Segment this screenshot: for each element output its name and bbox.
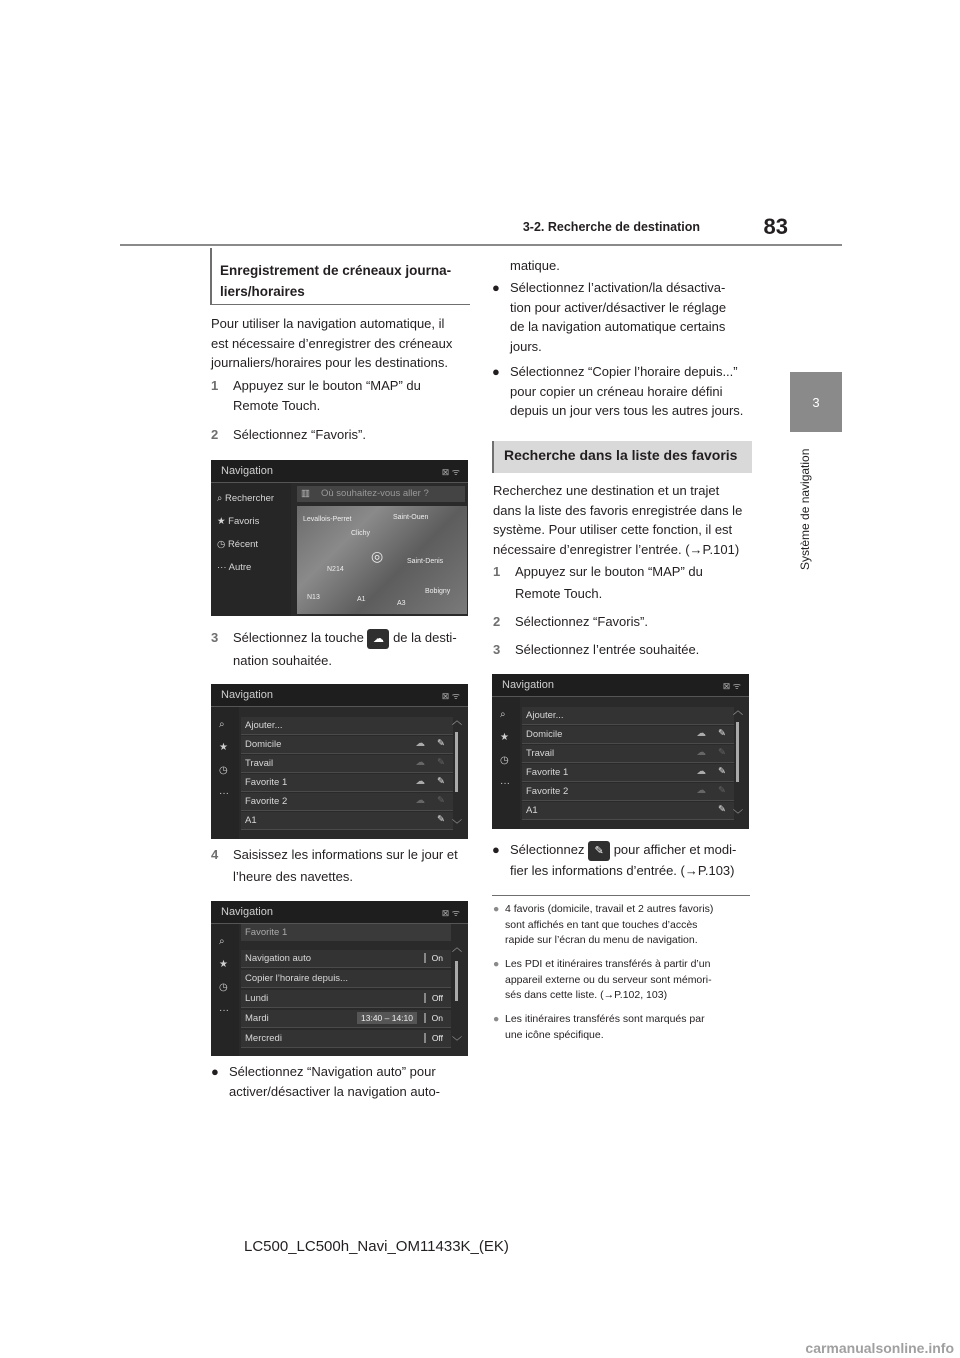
right-step-3: 3 Sélectionnez l’entrée souhaitée.: [493, 642, 700, 657]
edit-icon[interactable]: ✎: [437, 738, 445, 749]
list-item[interactable]: Ajouter...: [522, 707, 734, 725]
list-item[interactable]: Domicile ☁ ✎: [522, 726, 734, 744]
day-row-mardi[interactable]: Mardi 13:40 – 14:10 On: [241, 1010, 451, 1028]
auto-navigation-icon: ☁: [367, 629, 389, 649]
chapter-title-vertical: Système de navigation: [798, 448, 812, 570]
list-item[interactable]: Ajouter...: [241, 717, 453, 735]
clock-icon: ◷: [217, 539, 226, 550]
step-2: 2 Sélectionnez “Favoris”.: [211, 427, 366, 442]
step-4: 4 Saisissez les informations sur le jour et l’heure des navettes.: [211, 847, 458, 884]
search-icon[interactable]: ⌕: [219, 719, 225, 730]
star-icon[interactable]: ★: [219, 742, 228, 753]
map-view[interactable]: Levallois-Perret Clichy Saint-Ouen Saint-Denis Bobigny N214 A1 N13 A3 ◎: [297, 506, 467, 614]
chapter-tab: 3: [790, 372, 842, 432]
star-icon[interactable]: ★: [219, 959, 228, 970]
favorites-paragraph: Recherchez une destination et un trajet dans la liste des favoris enregistrée dans le système. Pour utiliser cette fonction, il est nécessaire d’enregistrer l’entrée. (→P.101): [493, 483, 743, 557]
auto-navigation-icon[interactable]: ☁: [696, 766, 706, 777]
search-icon: ⌕: [217, 493, 223, 504]
scrollbar[interactable]: [455, 732, 458, 792]
list-item[interactable]: A1 ✎: [522, 802, 734, 820]
watermark: carmanualsonline.info: [805, 1340, 954, 1356]
edit-icon[interactable]: ✎: [718, 804, 726, 815]
edit-icon[interactable]: ✎: [437, 795, 445, 806]
list-item[interactable]: Favorite 2 ☁ ✎: [241, 793, 453, 811]
list-item[interactable]: Travail ☁ ✎: [241, 755, 453, 773]
scroll-down-icon[interactable]: ﹀: [733, 810, 743, 821]
bullet-activation: ● Sélectionnez l’activation/la désactiva- tion pour activer/désactiver le réglage de la navigation automatique certains jours.: [492, 280, 727, 354]
auto-navigation-icon[interactable]: ☁: [696, 747, 706, 758]
auto-navigation-icon[interactable]: ☁: [415, 738, 425, 749]
copy-schedule-button[interactable]: Copier l’horaire depuis...: [241, 970, 451, 988]
section-title: 3-2. Recherche de destination: [522, 220, 700, 234]
bullet-navigation-auto: ● Sélectionnez “Navigation auto” pour activer/désactiver la navigation auto-: [211, 1064, 441, 1099]
edit-icon[interactable]: ✎: [718, 747, 726, 758]
scrollbar[interactable]: [736, 722, 739, 782]
auto-navigation-icon[interactable]: ☁: [696, 728, 706, 739]
edit-icon[interactable]: ✎: [718, 785, 726, 796]
more-icon[interactable]: ···: [219, 788, 229, 799]
page-number: 83: [763, 214, 788, 239]
car-position-icon: ◎: [371, 548, 384, 564]
search-field[interactable]: ▥ Où souhaitez-vous aller ?: [297, 486, 465, 502]
menu-recent[interactable]: ◷ Récent: [217, 539, 259, 550]
list-item[interactable]: Favorite 1 ☁ ✎: [522, 764, 734, 782]
scroll-up-icon[interactable]: ︿: [733, 706, 743, 717]
edit-icon[interactable]: ✎: [437, 757, 445, 768]
edit-icon[interactable]: ✎: [437, 776, 445, 787]
edit-icon: ✎: [588, 841, 610, 861]
bullet-copy-schedule: ● Sélectionnez “Copier l’horaire depuis...” pour copier un créneau horaire défini depuis un jour vers tous les autres jours.: [492, 364, 744, 418]
clock-icon[interactable]: ◷: [219, 765, 228, 776]
note-3: ● Les itinéraires transférés sont marqués par une icône spécifique.: [493, 1013, 705, 1041]
list-item[interactable]: Domicile ☁ ✎: [241, 736, 453, 754]
continued-text: matique.: [510, 258, 560, 273]
screen-favorites-list: Navigation ⊠ ᯤ ⌕ ★ ◷ ··· Ajouter... Domicile ☁ ✎ Travail ☁ ✎ Favorite 1 ☁ ✎ Favorite 2 ☁ ✎ A1 ✎ ︿ ﹀: [211, 684, 468, 839]
star-icon[interactable]: ★: [500, 732, 509, 743]
list-item[interactable]: A1 ✎: [241, 812, 453, 830]
intro-paragraph: Pour utiliser la navigation automatique, il est nécessaire d’enregistrer des créneaux journaliers/horaires pour les destinations.: [211, 316, 453, 370]
right-step-1: 1 Appuyez sur le bouton “MAP” du Remote Touch.: [493, 564, 703, 601]
day-row-lundi[interactable]: Lundi Off: [241, 990, 451, 1008]
menu-rechercher[interactable]: ⌕ Rechercher: [217, 493, 275, 504]
notes-rule: [492, 895, 750, 896]
section-heading-favoris: Recherche dans la liste des favoris: [492, 441, 752, 473]
clock-icon[interactable]: ◷: [219, 982, 228, 993]
screen-navigation-menu: Navigation ⊠ ᯤ ⌕ Rechercher ★ Favoris ◷ Récent ··· Autre ▥ Où souhaitez-vous aller ? Levallois-Perret Clichy Saint-Ouen Saint-Denis Bobigny N214 A1 N13 A3 ◎: [211, 460, 468, 616]
list-item[interactable]: Favorite 1 ☁ ✎: [241, 774, 453, 792]
auto-navigation-icon[interactable]: ☁: [415, 776, 425, 787]
status-icons: ⊠ ᯤ: [441, 908, 460, 918]
right-step-2: 2 Sélectionnez “Favoris”.: [493, 614, 648, 629]
clock-icon[interactable]: ◷: [500, 755, 509, 766]
status-icons: ⊠ ᯤ: [722, 681, 741, 691]
edit-icon[interactable]: ✎: [718, 728, 726, 739]
scroll-down-icon[interactable]: ﹀: [452, 1037, 462, 1048]
scrollbar[interactable]: [455, 961, 458, 1001]
edit-icon[interactable]: ✎: [718, 766, 726, 777]
subsection-title-box: Enregistrement de créneaux journa- liers/horaires: [210, 248, 470, 305]
day-row-mercredi[interactable]: Mercredi Off: [241, 1030, 451, 1048]
search-icon[interactable]: ⌕: [219, 936, 225, 947]
step-3: 3 Sélectionnez la touche ☁ de la desti- nation souhaitée.: [211, 630, 457, 668]
header-rule: [120, 244, 842, 246]
bullet-edit-entry: ● Sélectionnez ✎ pour afficher et modi- fier les informations d’entrée. (→P.103): [492, 842, 737, 878]
more-icon[interactable]: ···: [500, 778, 510, 789]
search-icon[interactable]: ⌕: [500, 709, 506, 720]
more-icon[interactable]: ···: [219, 1005, 229, 1016]
list-item[interactable]: Travail ☁ ✎: [522, 745, 734, 763]
auto-navigation-icon[interactable]: ☁: [415, 757, 425, 768]
auto-navigation-icon[interactable]: ☁: [696, 785, 706, 796]
scroll-down-icon[interactable]: ﹀: [452, 820, 462, 831]
auto-navigation-icon[interactable]: ☁: [415, 795, 425, 806]
scroll-up-icon[interactable]: ︿: [452, 716, 462, 727]
screen-schedule: Navigation ⊠ ᯤ ⌕ ★ ◷ ··· Favorite 1 Navigation auto On Copier l’horaire depuis... Lundi Off Mardi 13:40 – 14:10 On Mercredi Off ︿ ﹀: [211, 901, 468, 1056]
screen-favorites-select: Navigation ⊠ ᯤ ⌕ ★ ◷ ··· Ajouter... Domicile ☁ ✎ Travail ☁ ✎ Favorite 1 ☁ ✎ Favorite 2 ☁ ✎ A1 ✎ ︿ ﹀: [492, 674, 749, 829]
menu-favoris[interactable]: ★ Favoris: [217, 516, 260, 527]
note-1: ● 4 favoris (domicile, travail et 2 autres favoris) sont affichés en tant que touches d’accès rapide sur l’écran du menu de navigation.: [493, 903, 714, 946]
star-icon: ★: [217, 516, 226, 527]
note-2: ● Les PDI et itinéraires transférés à partir d’un appareil externe ou du serveur sont mémori- sés dans cette liste. (→P.102, 103): [493, 958, 712, 1001]
favorite-subtitle: Favorite 1: [241, 924, 451, 941]
step-1: 1 Appuyez sur le bouton “MAP” du Remote Touch.: [211, 378, 421, 413]
edit-icon[interactable]: ✎: [437, 814, 445, 825]
scroll-up-icon[interactable]: ︿: [452, 943, 462, 954]
more-icon: ···: [217, 562, 227, 573]
manual-code: LC500_LC500h_Navi_OM11433K_(EK): [244, 1238, 509, 1255]
navigation-auto-toggle[interactable]: Navigation auto On: [241, 950, 451, 968]
list-item[interactable]: Favorite 2 ☁ ✎: [522, 783, 734, 801]
status-icons: ⊠ ᯤ: [441, 691, 460, 701]
menu-autre[interactable]: ··· Autre: [217, 562, 252, 573]
keyboard-icon: ▥: [301, 488, 310, 499]
status-icons: ⊠ ᯤ: [441, 467, 460, 477]
